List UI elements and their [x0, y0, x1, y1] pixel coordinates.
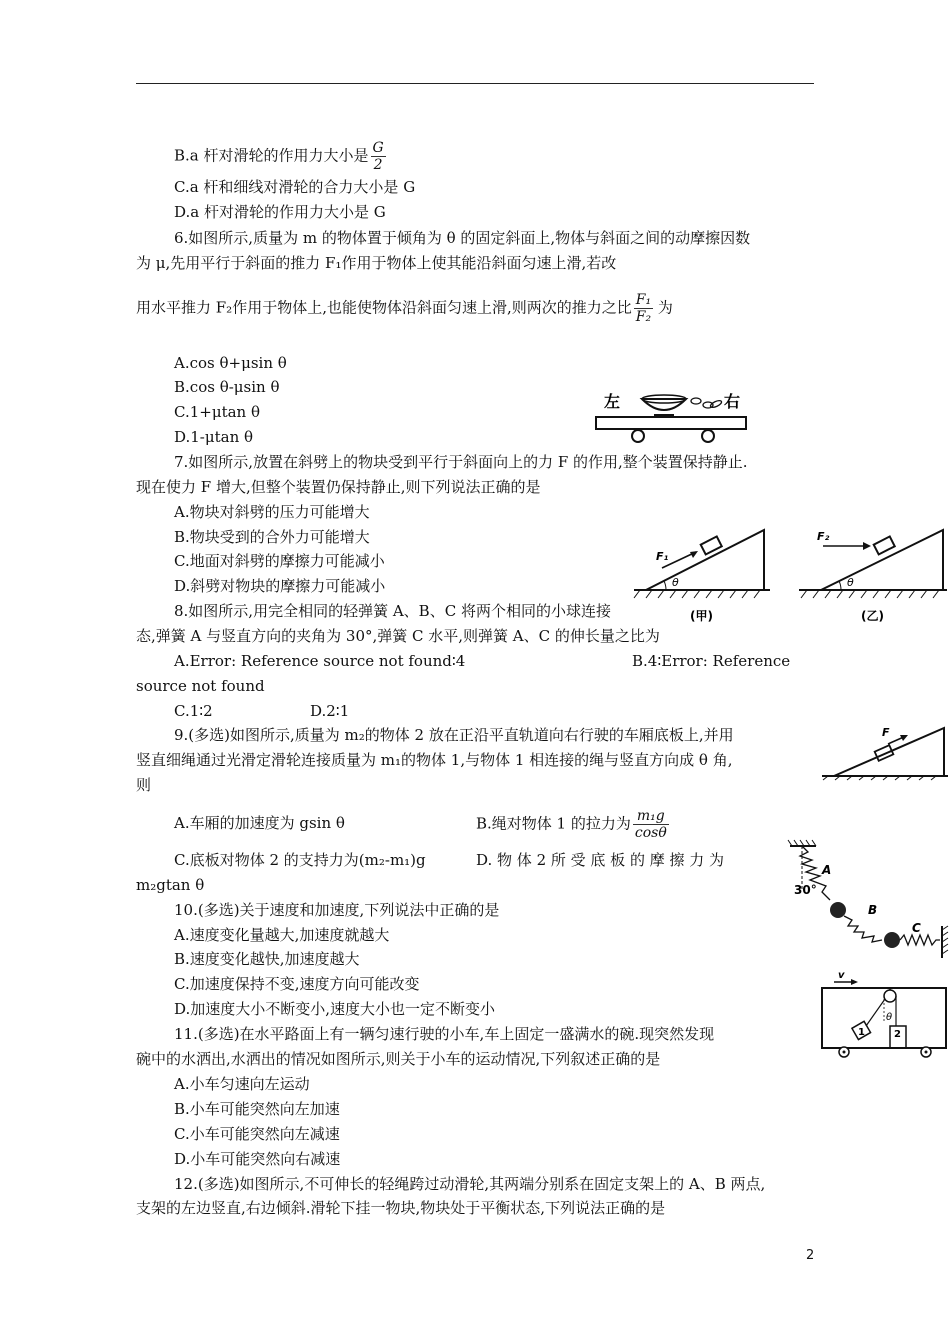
object-1-label: 1 [858, 1027, 865, 1038]
line-11a: A.小车匀速向左运动 [174, 1075, 310, 1093]
line-7c: C.地面对斜劈的摩擦力可能减小 [174, 552, 385, 570]
right-label: 右 [724, 392, 741, 411]
spring-b-label: B [868, 903, 878, 917]
line-9d: D. 物 体 2 所 受 底 板 的 摩 擦 力 为 [476, 851, 725, 869]
line-q9-3: 则 [136, 776, 152, 794]
angle-label: θ [886, 1012, 893, 1023]
line-6c: C.1+μtan θ [174, 403, 261, 421]
caption-jia: (甲) [690, 609, 713, 623]
header-rule [136, 83, 814, 84]
pulley-icon [884, 990, 896, 1002]
line-9a: A.车厢的加速度为 gsin θ [174, 814, 345, 832]
bowl-cart-figure [592, 385, 752, 445]
velocity-label: v [838, 970, 845, 981]
line-9c: C.底板对物体 2 的支持力为(m₂-m₁)g [174, 851, 426, 869]
line-11c: C.小车可能突然向左减速 [174, 1125, 340, 1143]
line-10a: A.速度变化量越大,加速度就越大 [174, 926, 390, 944]
angle-label: 30° [794, 883, 817, 897]
incline-yi-figure [795, 528, 950, 623]
line-q12-1: 12.(多选)如图所示,不可伸长的轻绳跨过动滑轮,其两端分别系在固定支架上的 A、B 两点, [174, 1175, 766, 1193]
line-11b: B.小车可能突然向左加速 [174, 1100, 340, 1118]
wheel-icon [632, 430, 644, 442]
line-6a: A.cos θ+μsin θ [174, 354, 287, 372]
water-drop-icon [691, 398, 701, 404]
line-5c: C.a 杆和细线对滑轮的合力大小是 G [174, 178, 416, 196]
line-10c: C.加速度保持不变,速度方向可能改变 [174, 975, 420, 993]
line-q7-1: 7.如图所示,放置在斜劈上的物块受到平行于斜面向上的力 F 的作用,整个装置保持静止. [174, 453, 748, 471]
block [874, 536, 895, 554]
fraction-g-over-2: $\frac{G}{2}$ [372, 140, 384, 173]
line-q6-3: 用水平推力 F₂作用于物体上,也能使物体沿斜面匀速上滑,则两次的推力之比 $\frac{\text{F₁}}{\text{F₂}}$ 为 [136, 292, 673, 325]
line-11d: D.小车可能突然向右减速 [174, 1150, 341, 1168]
line-7b: B.物块受到的合外力可能增大 [174, 528, 370, 546]
fraction-m1g-over-cos: $\frac{\text{m₁g}}{\cos\theta}$ [634, 808, 667, 841]
line-q11-1: 11.(多选)在水平路面上有一辆匀速行驶的小车,车上固定一盛满水的碗.现突然发现 [174, 1025, 715, 1043]
line-9b: B.绳对物体 1 的拉力为 $\frac{\text{m₁g}}{\cos\theta}$ [476, 808, 667, 841]
line-10d: D.加速度大小不断变小,速度大小也一定不断变小 [174, 1000, 496, 1018]
line-q12-2: 支架的左边竖直,右边倾斜.滑轮下挂一物块,物块处于平衡状态,下列说法正确的是 [136, 1199, 666, 1217]
force-label: F₂ [817, 530, 830, 543]
angle-label: θ [672, 576, 679, 589]
springs-figure [782, 840, 950, 965]
line-q11-2: 碗中的水洒出,水洒出的情况如图所示,则关于小车的运动情况,下列叙述正确的是 [136, 1050, 661, 1068]
cart-body [596, 417, 746, 429]
block [701, 536, 722, 554]
line-q8-2: 态,弹簧 A 与竖直方向的夹角为 30°,弹簧 C 水平,则弹簧 A、C 的伸长量之比为 [136, 627, 660, 645]
line-q6-2: 为 μ,先用平行于斜面的推力 F₁作用于物体上使其能沿斜面匀速上滑,若改 [136, 254, 617, 272]
spring-b [844, 916, 882, 942]
force-label: F₁ [656, 550, 669, 563]
line-7a: A.物块对斜劈的压力可能增大 [174, 503, 370, 521]
force-label: F [882, 726, 890, 739]
incline-jia-figure [630, 528, 775, 623]
page-number: 2 [806, 1248, 815, 1263]
fraction-f1-over-f2: $\frac{\text{F₁}}{\text{F₂}}$ [635, 292, 652, 325]
ball-icon [884, 932, 900, 948]
spring-c [900, 935, 940, 945]
wedge-figure [820, 722, 950, 780]
line-q6-1: 6.如图所示,质量为 m 的物体置于倾角为 θ 的固定斜面上,物体与斜面之间的动摩擦因数 [174, 229, 751, 247]
left-label: 左 [604, 392, 621, 411]
line-q10: 10.(多选)关于速度和加速度,下列说法中正确的是 [174, 901, 500, 919]
line-5b: B.a 杆对滑轮的作用力大小是 $\frac{G}{2}$ [174, 140, 384, 173]
line-8d: D.2∶1 [310, 702, 350, 720]
spring-c-label: C [912, 921, 921, 935]
water-drop-icon [710, 399, 723, 409]
line-9d-cont: m₂gtan θ [136, 876, 205, 894]
line-q7-2: 现在使力 F 增大,但整个装置仍保持静止,则下列说法正确的是 [136, 478, 541, 496]
block [875, 745, 894, 761]
wheel-icon [702, 430, 714, 442]
line-8b: B.4∶Error: Reference [632, 652, 791, 670]
line-5d: D.a 杆对滑轮的作用力大小是 G [174, 203, 386, 221]
line-10b: B.速度变化越快,加速度越大 [174, 950, 360, 968]
line-6b: B.cos θ-μsin θ [174, 378, 280, 396]
line-7d: D.斜劈对物块的摩擦力可能减小 [174, 577, 386, 595]
bowl-icon [642, 399, 686, 410]
line-q9-1: 9.(多选)如图所示,质量为 m₂的物体 2 放在正沿平直轨道向右行驶的车厢底板上,并用 [174, 726, 734, 744]
carriage-figure [818, 968, 950, 1060]
line-8b-cont: source not found [136, 677, 265, 695]
line-q8-1: 8.如图所示,用完全相同的轻弹簧 A、B、C 将两个相同的小球连接 [174, 602, 611, 620]
line-8a: A.Error: Reference source not found∶4 [174, 652, 466, 670]
spring-a-label: A [822, 863, 832, 877]
object-2-label: 2 [894, 1029, 901, 1040]
caption-yi: (乙) [861, 609, 884, 623]
ball-icon [830, 902, 846, 918]
line-q9-2: 竖直细绳通过光滑定滑轮连接质量为 m₁的物体 1,与物体 1 相连接的绳与竖直方向成 θ 角, [136, 751, 733, 769]
line-6d: D.1-μtan θ [174, 428, 254, 446]
angle-label: θ [847, 576, 854, 589]
line-8c: C.1∶2 [174, 702, 213, 720]
